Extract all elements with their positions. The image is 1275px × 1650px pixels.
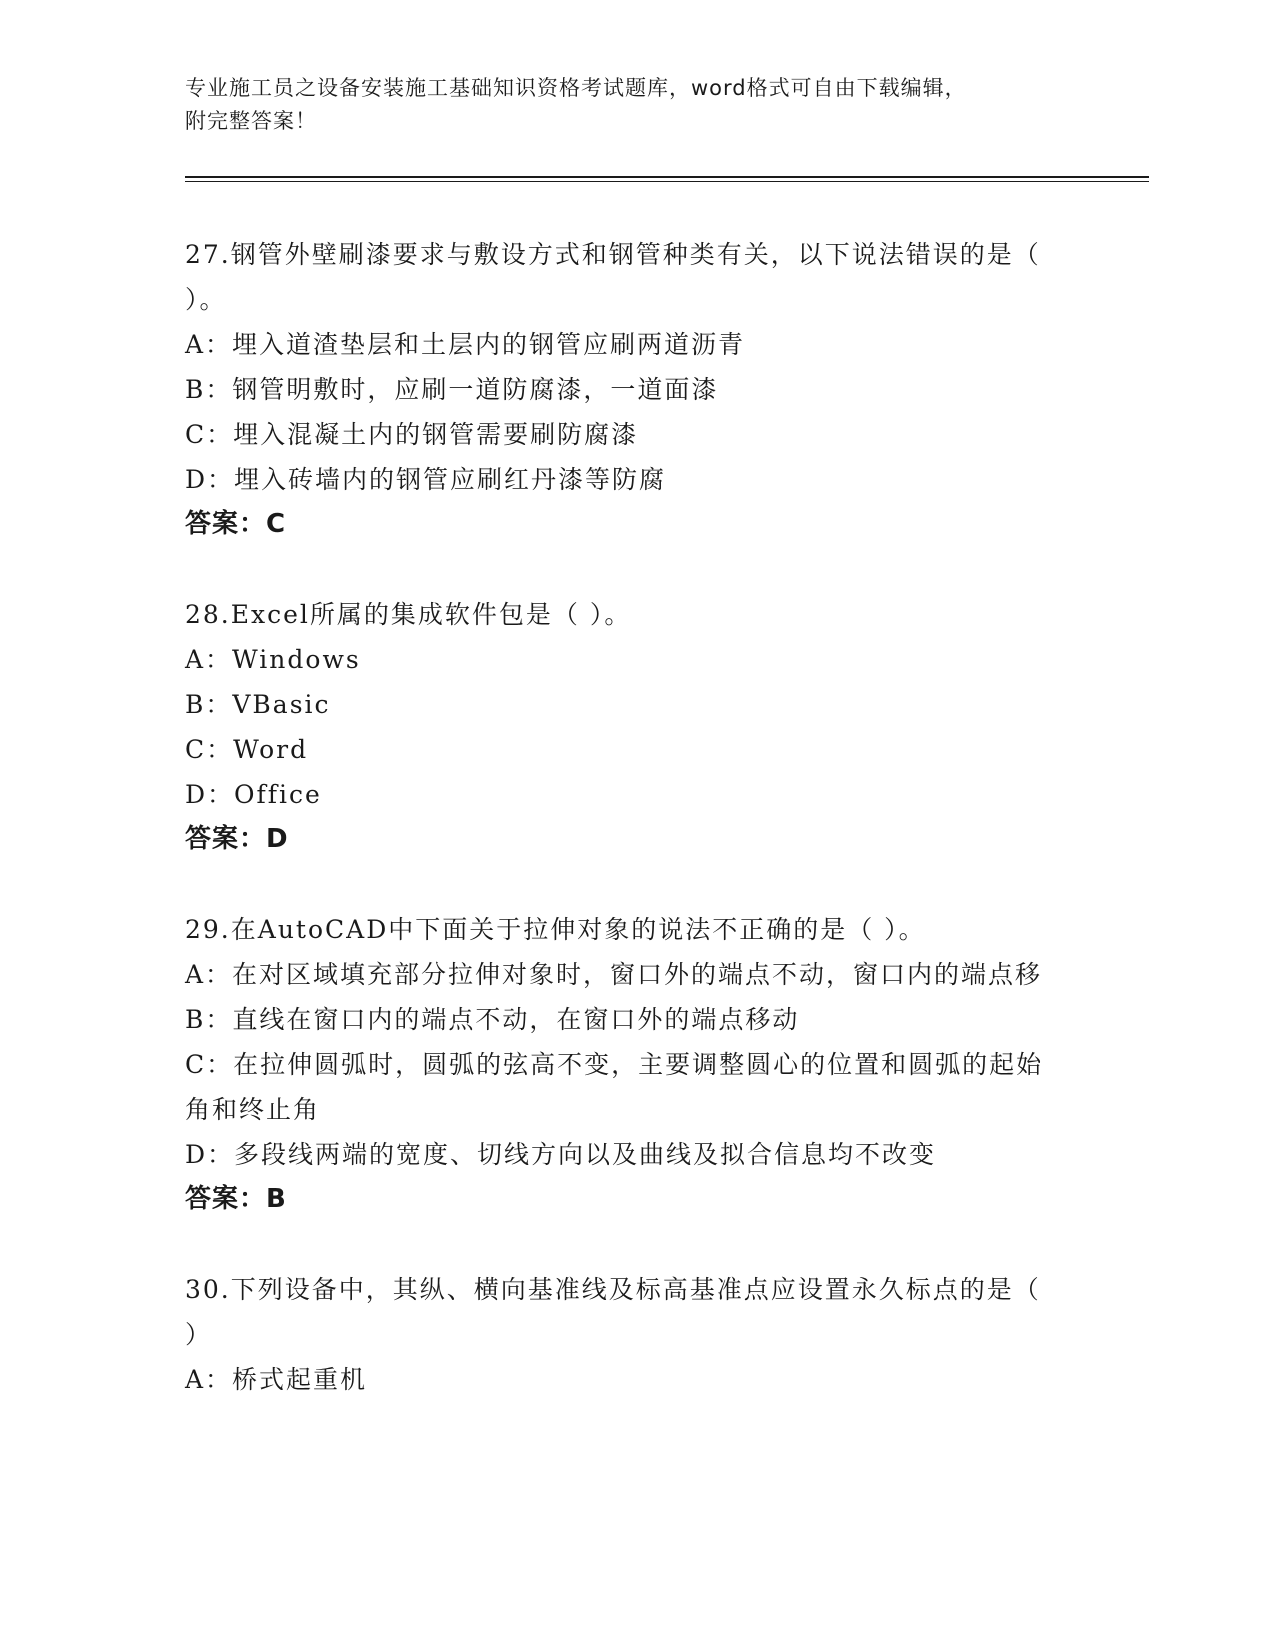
header-divider-thick	[185, 176, 1149, 178]
question-stem: 28.Excel所属的集成软件包是（ ）。	[185, 600, 632, 629]
question-stem: 29.在AutoCAD中下面关于拉伸对象的说法不正确的是（ ）。	[185, 915, 926, 944]
option-a: A：埋入道渣垫层和土层内的钢管应刷两道沥青	[185, 330, 746, 359]
question-spacer	[185, 862, 1065, 907]
answer-label: 答案：D	[185, 824, 289, 854]
answer-label: 答案：C	[185, 509, 287, 539]
option-c: C：Word	[185, 735, 309, 764]
option-d: D：埋入砖墙内的钢管应刷红丹漆等防腐	[185, 465, 667, 494]
header-line-2: 附完整答案！	[185, 109, 317, 133]
question-30	[185, 1267, 1065, 1402]
question-stem: 27.钢管外壁刷漆要求与敷设方式和钢管种类有关，以下说法错误的是（ ）。	[185, 240, 1041, 314]
answer-label: 答案：B	[185, 1184, 287, 1214]
question-spacer	[185, 1222, 1065, 1267]
document-header	[185, 72, 1065, 138]
option-b: B：钢管明敷时，应刷一道防腐漆，一道面漆	[185, 375, 719, 404]
option-d: D：多段线两端的宽度、切线方向以及曲线及拟合信息均不改变	[185, 1140, 937, 1169]
question-stem: 30.下列设备中，其纵、横向基准线及标高基准点应设置永久标点的是（ ）	[185, 1275, 1041, 1349]
question-list	[185, 232, 1065, 1402]
question-29	[185, 907, 1065, 1222]
option-b: B：直线在窗口内的端点不动，在窗口外的端点移动	[185, 1005, 800, 1034]
question-spacer	[185, 547, 1065, 592]
option-a: A：Windows	[185, 645, 361, 674]
option-d: D：Office	[185, 780, 322, 809]
question-27	[185, 232, 1065, 547]
option-c: C：在拉伸圆弧时，圆弧的弦高不变，主要调整圆心的位置和圆弧的起始角和终止角	[185, 1050, 1044, 1124]
option-a: A：桥式起重机	[185, 1365, 368, 1394]
question-28	[185, 592, 1065, 862]
option-b: B：VBasic	[185, 690, 331, 719]
option-a: A：在对区域填充部分拉伸对象时，窗口外的端点不动，窗口内的端点移	[185, 960, 1043, 989]
option-c: C：埋入混凝土内的钢管需要刷防腐漆	[185, 420, 639, 449]
header-line-1: 专业施工员之设备安装施工基础知识资格考试题库，word格式可自由下载编辑，	[185, 76, 967, 100]
header-divider-thin	[185, 181, 1149, 182]
